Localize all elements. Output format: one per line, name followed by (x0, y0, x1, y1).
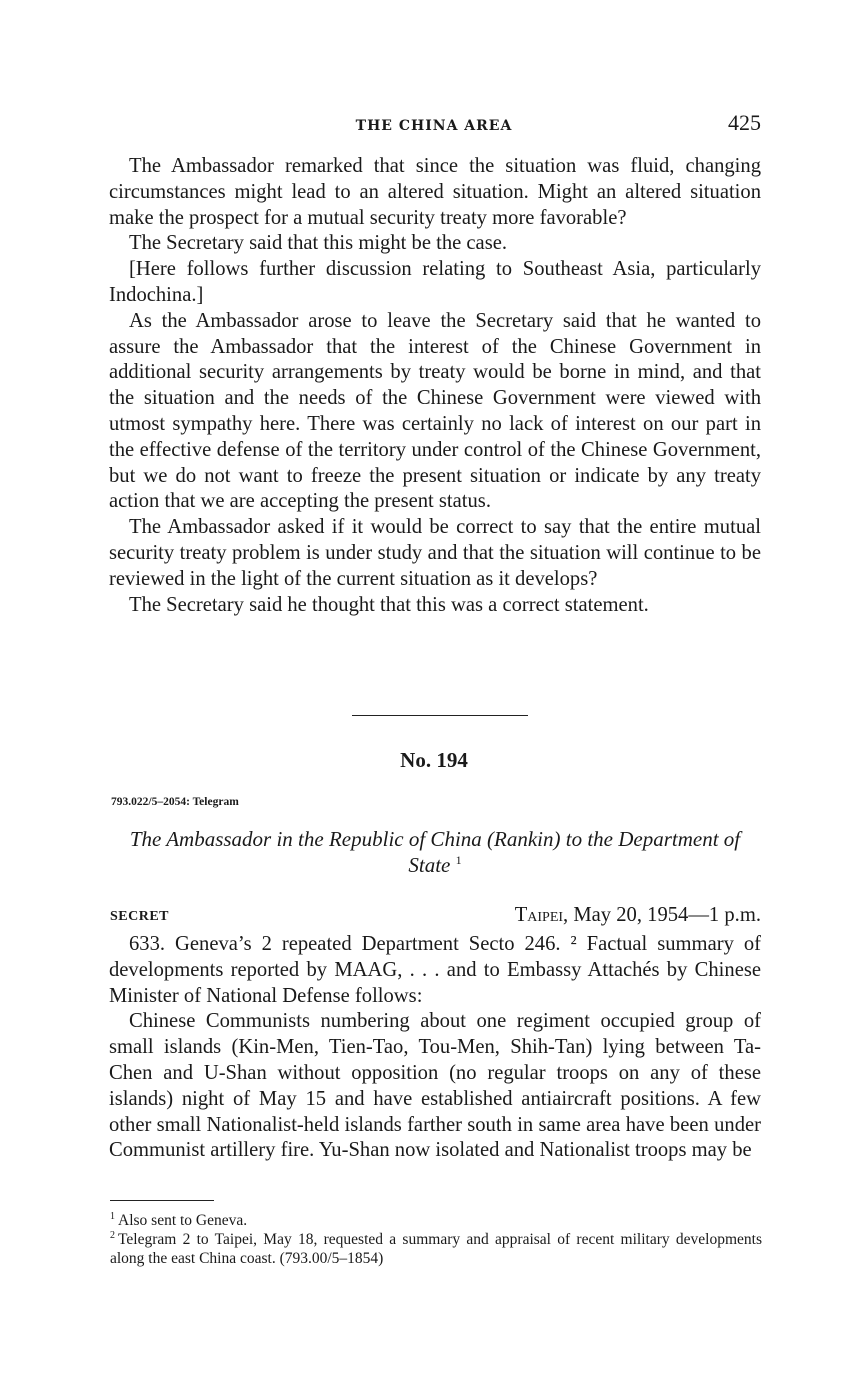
footnotes (110, 1211, 762, 1268)
paragraph: Chinese Communists numbering about one regiment occupied group of small islands (Kin-Men, Tien-Tao, Tou-Men, Shih-Tan) lying between Ta-Chen and U-Shan without opposition (no regular troops on any of these islands) night of May 15 and have established antiaircraft positions. A few other small Nationalist-held islands farther south in same area have been under Communist artillery fire. Yu-Shan now isolated and Nationalist troops may be (109, 1010, 761, 1162)
continued-text (109, 154, 761, 618)
footnote-rule (110, 1200, 214, 1201)
telegram-text (109, 932, 761, 1164)
paragraph: The Secretary said that this might be the case. (129, 232, 507, 255)
paragraph: The Ambassador asked if it would be correct to say that the entire mutual security treaty problem is under study and that the situation will continue to be reviewed in the light of the current situation as it develops? (109, 516, 761, 590)
document-title-text: The Ambassador in the Republic of China (Rankin) to the Department of State (129, 827, 741, 877)
classification-label: SECRET (110, 909, 170, 924)
footnote-number: 2 (110, 1229, 115, 1241)
place-date (515, 904, 761, 927)
paragraph: The Secretary said he thought that this was a correct statement. (129, 593, 649, 616)
footnote (110, 1211, 762, 1230)
paragraph: As the Ambassador arose to leave the Secretary said that he wanted to assure the Ambassador that the interest of the Chinese Government in additional security arrangements by treaty would be borne in mind, and that the situation and the needs of the Chinese Government were viewed with utmost sympathy here. There was certainly no lack of interest on our part in the effective defense of the territory under control of the Chinese Government, but we do not want to freeze the present situation or indicate by any treaty action that we are accepting the present status. (109, 309, 761, 513)
footnote-mark: 1 (455, 853, 462, 867)
footnote-text: Also sent to Geneva. (118, 1212, 248, 1229)
document-title (110, 826, 760, 878)
section-divider (352, 715, 528, 716)
running-title: THE CHINA AREA (355, 118, 513, 134)
footnote (110, 1230, 762, 1268)
paragraph: The Ambassador remarked that since the situation was fluid, changing circumstances might lead to an altered situation. Might an altered situation make the prospect for a mutual security treaty more favorable? (109, 155, 761, 229)
place: Taipei, (514, 904, 569, 926)
page-number: 425 (728, 110, 761, 135)
document-number: No. 194 (400, 748, 468, 772)
date-time: May 20, 1954—1 p.m. (573, 904, 761, 926)
file-reference: 793.022/5–2054: Telegram (111, 796, 239, 808)
footnote-text: Telegram 2 to Taipei, May 18, requested a summary and appraisal of recent military developments along the east China coast. (793.00/5–1854) (110, 1231, 762, 1267)
paragraph: [Here follows further discussion relating to Southeast Asia, particularly Indochina.] (109, 258, 761, 306)
footnote-number: 1 (110, 1210, 115, 1222)
paragraph: 633. Geneva’s 2 repeated Department Secto 246. ² Factual summary of developments reported by MAAG, . . . and to Embassy Attachés by Chinese Minister of National Defense follows: (109, 933, 761, 1007)
